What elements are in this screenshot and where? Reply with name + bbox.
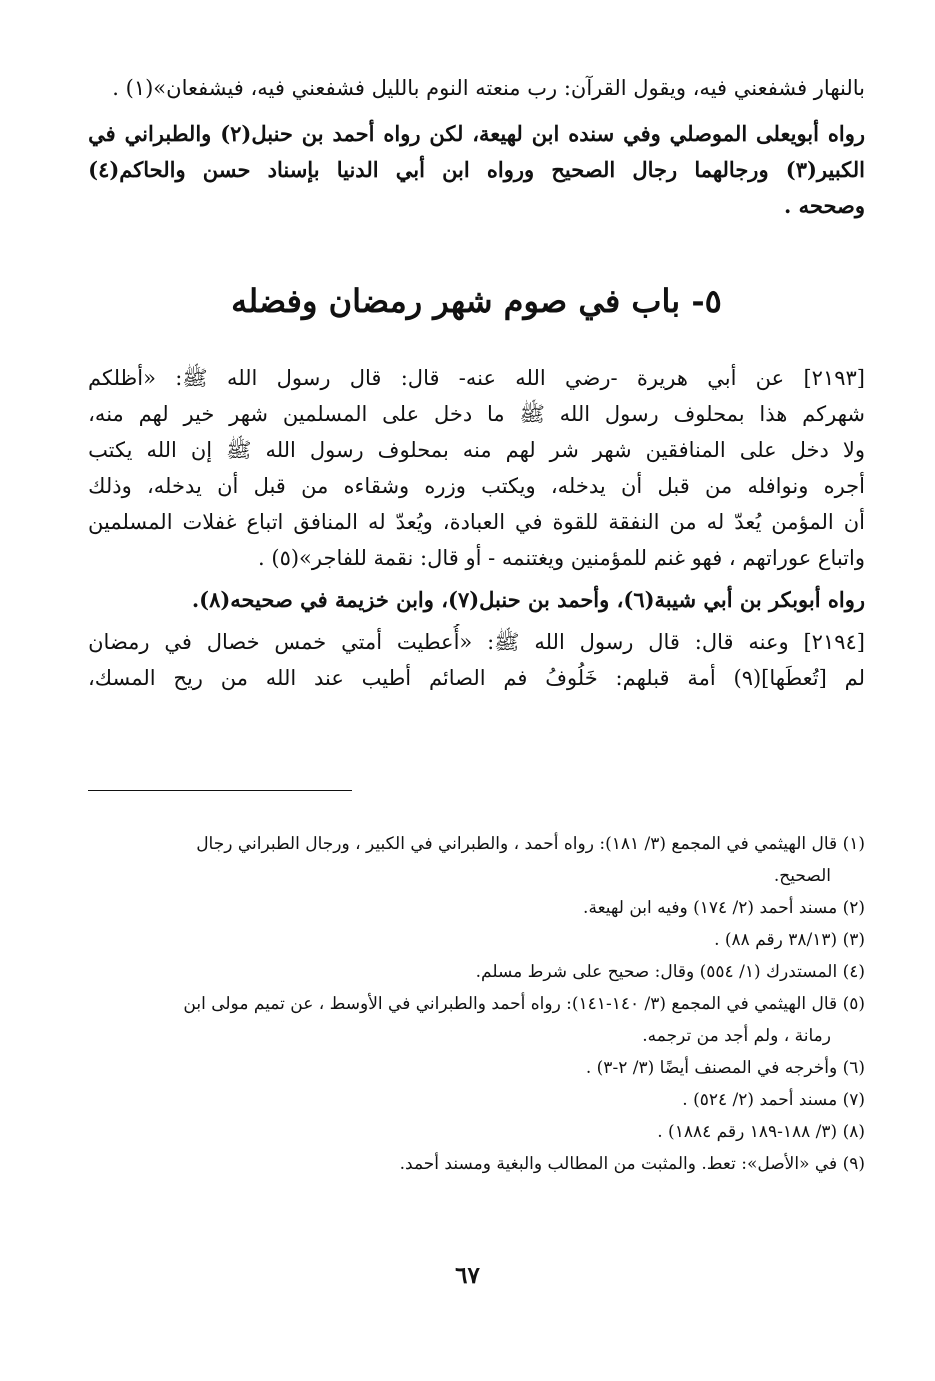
text-line: أجره ونوافله من قبل أن يدخله، ويكتب وزره وشقاءه من قبل أن يدخله، وذلك: [88, 474, 865, 498]
main-text: [88, 70, 865, 696]
text-line: وصححه .: [784, 193, 865, 218]
footnotes: [88, 828, 865, 1180]
chapter-heading: ٥- باب في صوم شهر رمضان وفضله: [231, 282, 722, 320]
footnote-8: (٨) (٣/ ١٨٨-١٨٩ رقم ١٨٨٤) .: [657, 1122, 865, 1142]
footnote-5: (٥) قال الهيثمي في المجمع (٣/ ١٤٠-١٤١): رواه أحمد والطبراني في الأوسط ، عن تميم مولى ابن: [183, 994, 865, 1014]
takhrij-2193: رواه أبوبكر بن أبي شيبة(٦)، وأحمد بن حنبل(٧)، وابن خزيمة في صحيحه(٨).: [191, 587, 865, 612]
text-line: لم [تُعطَها](٩) أمة قبلهم: خَلُوفُ فم الصائم أطيب عند الله من ريح المسك،: [88, 666, 865, 690]
footnote-7: (٧) مسند أحمد (٢/ ٥٢٤) .: [682, 1090, 865, 1110]
text-line: [٢١٩٣] عن أبي هريرة -رضي الله عنه- قال: قال رسول الله ﷺ: «أظلكم: [88, 366, 865, 390]
footnote-1: (١) قال الهيثمي في المجمع (٣/ ١٨١): رواه أحمد ، والطبراني في الكبير ، ورجال الطبراني رجال: [196, 834, 865, 854]
text-line: بالنهار فشفعني فيه، ويقول القرآن: رب منعته النوم بالليل فشفعني فيه، فيشفعان»(١) .: [112, 76, 865, 100]
text-line: الكبير(٣) ورجالهما رجال الصحيح ورواه ابن أبي الدنيا بإسناد حسن والحاكم(٤): [88, 157, 865, 182]
footnote-3: (٣) (٣٨/١٣ رقم ٨٨) .: [714, 930, 865, 950]
footnote-4: (٤) المستدرك (١/ ٥٥٤) وقال: صحيح على شرط مسلم.: [475, 962, 865, 982]
text-line: رواه أبويعلى الموصلي وفي سنده ابن لهيعة، لكن رواه أحمد بن حنبل(٢) والطبراني في: [88, 121, 865, 146]
hadith-2194: [88, 624, 865, 696]
text-line: شهركم هذا بمحلوف رسول الله ﷺ ما دخل على المسلمين شهر خير لهم منه،: [88, 402, 865, 426]
hadith-2193: [88, 360, 865, 576]
footnote-separator: [88, 790, 352, 791]
footnote-5-continued: رمانة ، ولم أجد من ترجمه.: [642, 1026, 831, 1046]
text-line: واتباع عوراتهم ، فهو غنم للمؤمنين ويغتنمه - أو قال: نقمة للفاجر»(٥) .: [258, 546, 865, 570]
text-line: ولا دخل على المنافقين شهر شر لهم منه بمحلوف رسول الله ﷺ إن الله يكتب: [88, 438, 865, 462]
footnote-1-continued: الصحيح.: [773, 866, 831, 886]
page-number: ٦٧: [455, 1262, 480, 1289]
text-line: أن المؤمن يُعدّ له من النفقة للقوة في العبادة، ويُعدّ له المنافق اتباع غفلات المسلمين: [88, 510, 865, 534]
intro-paragraph: [88, 70, 865, 224]
footnote-9: (٩) في «الأصل»: تعط. والمثبت من المطالب والبغية ومسند أحمد.: [399, 1154, 865, 1174]
footnote-6: (٦) وأخرجه في المصنف أيضًا (٣/ ٢-٣) .: [585, 1058, 865, 1078]
footnote-2: (٢) مسند أحمد (٢/ ١٧٤) وفيه ابن لهيعة.: [583, 898, 865, 918]
text-line: [٢١٩٤] وعنه قال: قال رسول الله ﷺ: «أُعطيت أمتي خمس خصال في رمضان: [88, 630, 865, 654]
